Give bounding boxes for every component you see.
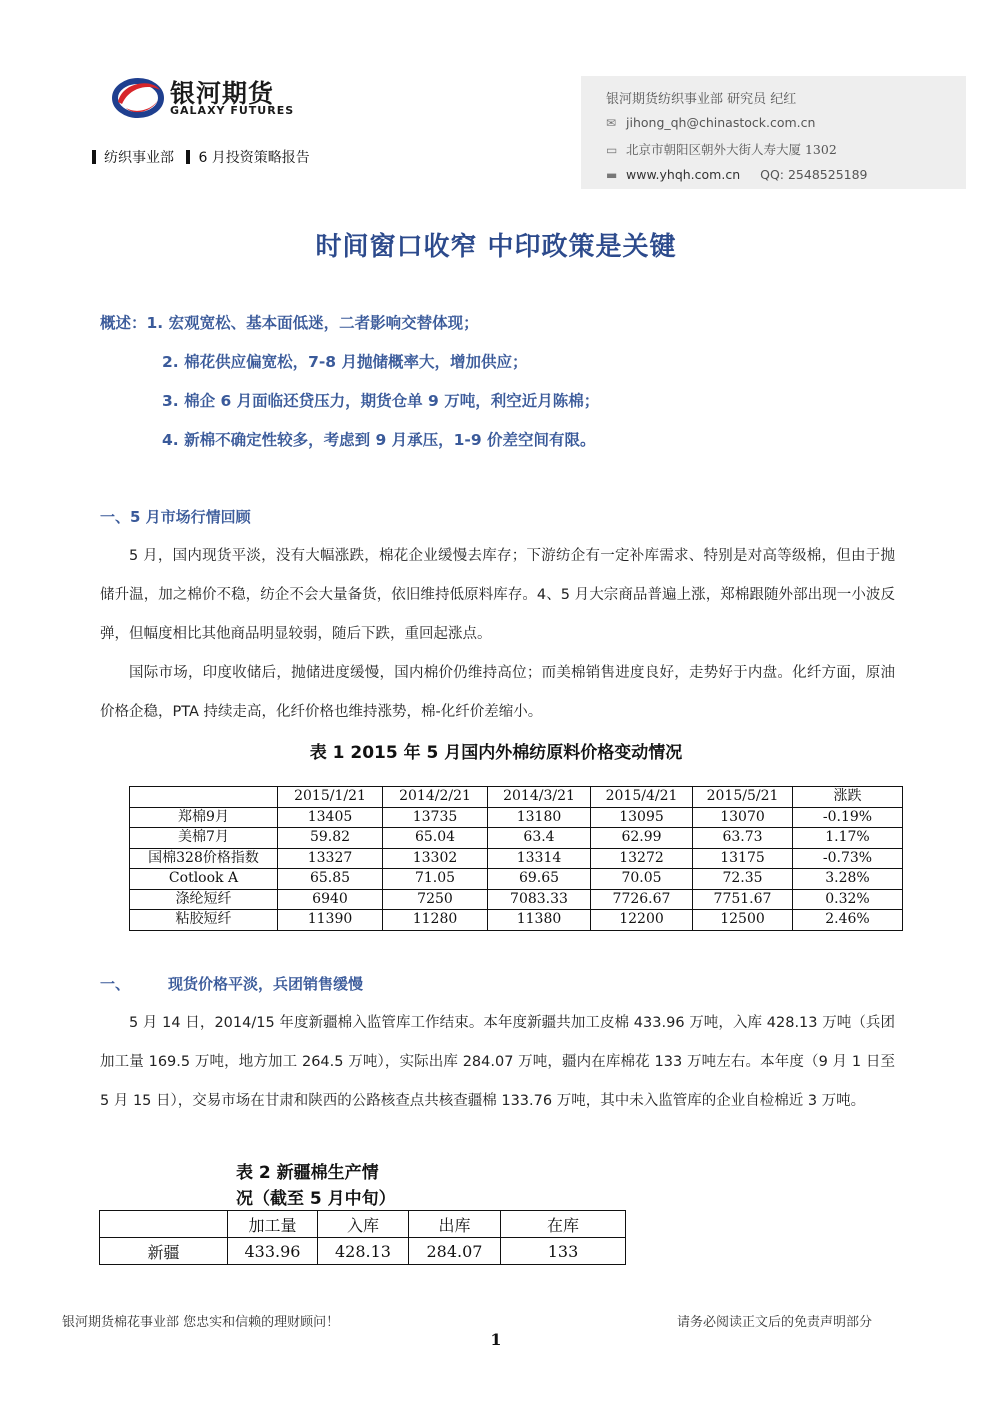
table-cell: 284.07 (409, 1238, 501, 1265)
table-header-cell: 出库 (409, 1211, 501, 1238)
table-cell: 428.13 (318, 1238, 409, 1265)
table-cell: 美棉7月 (130, 828, 278, 849)
table-cell: 13314 (488, 848, 591, 869)
table-cell: 65.85 (278, 869, 383, 890)
table-cell: 13180 (488, 807, 591, 828)
table-cell: 13405 (278, 807, 383, 828)
summary-item-3: 3. 棉企 6 月面临还贷压力，期货仓单 9 万吨，利空近月陈棉； (162, 392, 600, 410)
logo-english-text: GALAXY FUTURES (170, 104, 295, 117)
table-cell: 13272 (591, 848, 693, 869)
table-cell: 新疆 (100, 1238, 228, 1265)
section2-paragraph: 5 月 14 日，2014/15 年度新疆棉入监管库工作结束。本年度新疆共加工皮棉 433.96 万吨，入库 428.13 万吨（兵团加工量 169.5 万吨，地方加工 264.5 万吨），实际出库 284.07 万吨，疆内在库棉花 133 万吨左右。本年度（9 月 1 日至 5 月 15 日），交易市场在甘肃和陕西的公路核查点共核查疆棉 133.76 万吨，其中未入监管库的企业自检棉近 3 万吨。 (100, 1015, 895, 1109)
table-cell: 郑棉9月 (130, 807, 278, 828)
section2-body (100, 1004, 895, 1121)
summary-label: 概述： (100, 314, 147, 332)
table-header-cell: 2015/4/21 (591, 787, 693, 808)
table-cell: 涤纶短纤 (130, 889, 278, 910)
section1-body (100, 537, 895, 732)
table-cell: 69.65 (488, 869, 591, 890)
table-cell: Cotlook A (130, 869, 278, 890)
contact-email: jihong_qh@chinastock.com.cn (626, 115, 816, 130)
table-cell: 13070 (693, 807, 793, 828)
summary-item-2: 2. 棉花供应偏宽松，7-8 月抛储概率大，增加供应； (162, 353, 528, 371)
table-cell: 2.46% (793, 910, 903, 931)
table-cell: 72.35 (693, 869, 793, 890)
contact-address: 北京市朝阳区朝外大街人寿大厦 1302 (626, 142, 837, 157)
table-cell: 13175 (693, 848, 793, 869)
contact-box (581, 76, 966, 189)
table-cell: 63.73 (693, 828, 793, 849)
table-cell: 12500 (693, 910, 793, 931)
table-cell: 12200 (591, 910, 693, 931)
table-header-cell: 在库 (501, 1211, 626, 1238)
dept-label: 纺织事业部 (104, 150, 174, 166)
table-cell: 3.28% (793, 869, 903, 890)
table-cell: 13327 (278, 848, 383, 869)
section1-paragraph: 5 月，国内现货平淡，没有大幅涨跌，棉花企业缓慢去库存；下游纺企有一定补库需求、特别是对高等级棉，但由于抛储升温，加之棉价不稳，纺企不会大量备货，依旧维持低原料库存。4、5 月大宗商品普遍上涨，郑棉跟随外部出现一小波反弹，但幅度相比其他商品明显较弱，随后下跌，重回起涨点。 (100, 548, 895, 642)
table-cell: 11280 (383, 910, 488, 931)
contact-email-row (606, 115, 815, 130)
table-row (130, 889, 903, 910)
section2-heading-number: 一、 (100, 975, 131, 993)
table-cell: 11380 (488, 910, 591, 931)
table-cell: -0.19% (793, 807, 903, 828)
contact-address-row (606, 140, 837, 158)
section1-paragraph: 国际市场，印度收储后，抛储进度缓慢，国内棉价仍维持高位；而美棉销售进度良好，走势好于内盘。化纤方面，原油价格企稳，PTA 持续走高，化纤价格也维持涨势，棉-化纤价差缩小。 (100, 665, 895, 720)
table2-caption (236, 1160, 396, 1212)
table-header-cell (130, 787, 278, 808)
table-header-row (100, 1211, 626, 1238)
footer-disclaimer-text: 请务必阅读正文后的免责声明部分 (677, 1315, 873, 1330)
table-header-row (130, 787, 903, 808)
table2-caption-line2: 况（截至 5 月中旬） (236, 1189, 396, 1209)
table-cell: 71.05 (383, 869, 488, 890)
table-header-cell: 2014/3/21 (488, 787, 591, 808)
table-header-cell: 2015/5/21 (693, 787, 793, 808)
table-cell: 63.4 (488, 828, 591, 849)
bar-marker-icon (92, 150, 96, 164)
computer-icon: ▬ (606, 168, 618, 182)
table-header-cell: 加工量 (228, 1211, 318, 1238)
summary-text: 1. 宏观宽松、基本面低迷，二者影响交替体现； (146, 314, 479, 332)
bar-marker-icon (186, 150, 190, 164)
table-header-cell: 2015/1/21 (278, 787, 383, 808)
table-cell: 13095 (591, 807, 693, 828)
table-cell: 70.05 (591, 869, 693, 890)
table-cell: 0.32% (793, 889, 903, 910)
table-header-cell (100, 1211, 228, 1238)
table-cell: 1.17% (793, 828, 903, 849)
contact-web-row (606, 167, 868, 182)
table2-caption-line1: 表 2 新疆棉生产情 (236, 1163, 379, 1183)
table-cell: 62.99 (591, 828, 693, 849)
table-cell: 粘胶短纤 (130, 910, 278, 931)
galaxy-logo-icon (112, 74, 164, 118)
footer-left-text: 银河期货棉花事业部 您忠实和信赖的理财顾问！ (62, 1315, 340, 1330)
table-cell: 国棉328价格指数 (130, 848, 278, 869)
table-cell: 7083.33 (488, 889, 591, 910)
contact-qq: QQ: 2548525189 (760, 167, 868, 182)
section1-heading: 一、5 月市场行情回顾 (100, 508, 251, 526)
report-category-line (92, 147, 310, 167)
table-cell: 65.04 (383, 828, 488, 849)
table-cell: 7751.67 (693, 889, 793, 910)
table-cell: 6940 (278, 889, 383, 910)
table-cell: -0.73% (793, 848, 903, 869)
table-cell: 13302 (383, 848, 488, 869)
table-header-cell: 涨跌 (793, 787, 903, 808)
price-change-table (129, 786, 903, 931)
table-cell: 433.96 (228, 1238, 318, 1265)
logo-chinese-text: 银河期货 (170, 79, 275, 108)
table-cell: 11390 (278, 910, 383, 931)
table-cell: 59.82 (278, 828, 383, 849)
table-header-cell: 入库 (318, 1211, 409, 1238)
table-row (130, 910, 903, 931)
table-row (130, 807, 903, 828)
table-row (100, 1238, 626, 1265)
table-header-cell: 2014/2/21 (383, 787, 488, 808)
section2-heading (100, 973, 363, 994)
table-row (130, 828, 903, 849)
summary-item-4: 4. 新棉不确定性较多，考虑到 9 月承压，1-9 价差空间有限。 (162, 431, 596, 449)
contact-website: www.yhqh.com.cn (626, 167, 741, 182)
table-cell: 133 (501, 1238, 626, 1265)
table-row (130, 869, 903, 890)
table-cell: 7726.67 (591, 889, 693, 910)
summary-item-1 (100, 311, 479, 333)
table-row (130, 848, 903, 869)
report-label: 6 月投资策略报告 (198, 150, 310, 166)
table-cell: 7250 (383, 889, 488, 910)
xinjiang-production-table (99, 1210, 626, 1265)
report-title: 时间窗口收窄 中印政策是关键 (315, 232, 677, 262)
book-icon: ▭ (606, 143, 618, 157)
envelope-icon: ✉ (606, 116, 617, 130)
page-number: 1 (490, 1330, 502, 1349)
contact-name: 银河期货纺织事业部 研究员 纪红 (606, 92, 797, 107)
section2-heading-text: 现货价格平淡，兵团销售缓慢 (168, 975, 364, 993)
table1-caption: 表 1 2015 年 5 月国内外棉纺原料价格变动情况 (309, 743, 683, 763)
table-cell: 13735 (383, 807, 488, 828)
